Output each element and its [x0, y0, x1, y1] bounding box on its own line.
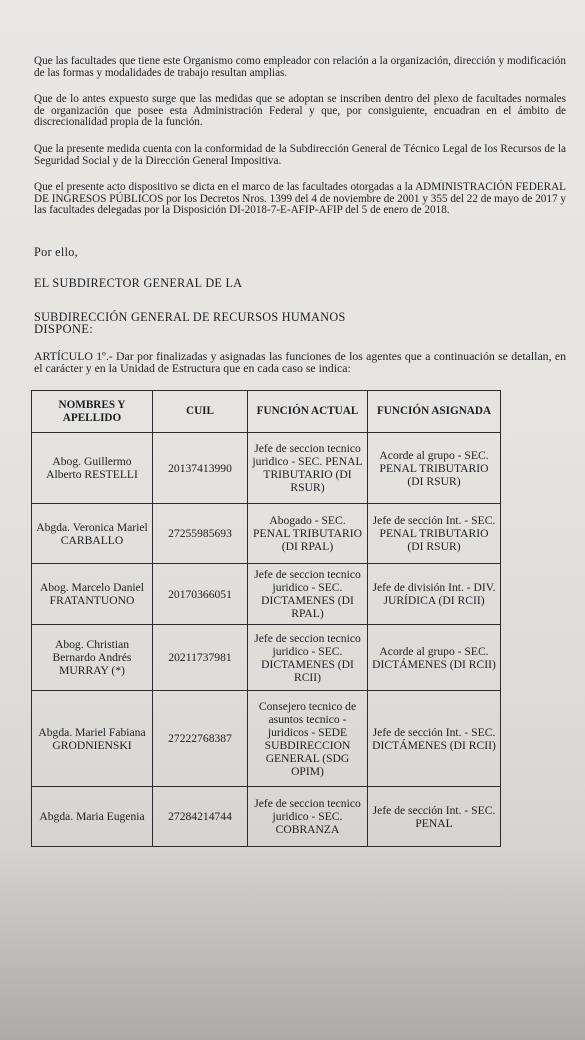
cell-funcion-asignada: Jefe de sección Int. - SEC. DICTÁMENES (DI RCII)	[368, 691, 501, 787]
header-funcion-asignada: FUNCIÓN ASIGNADA	[368, 391, 501, 433]
dispone: DISPONE:	[34, 322, 94, 336]
cell-funcion-actual: Jefe de seccion tecnico juridico - SEC. DICTAMENES (DI RPAL)	[248, 564, 368, 625]
paragraph-medidas: Que de lo antes expuesto surge que las medidas que se adoptan se inscriben dentro del plexo de facultades normales de organización que posee esta Administración Federal y que, por consiguiente, encuadran en el ámbito de discrecionalidad propia de la función.	[34, 93, 566, 128]
signatory-line-2: SUBDIRECCIÓN GENERAL DE RECURSOS HUMANOS	[34, 310, 346, 324]
cell-nombre: Abgda. Veronica Mariel CARBALLO	[32, 504, 153, 564]
table-row	[32, 691, 501, 787]
table-row	[32, 625, 501, 691]
cell-funcion-asignada: Jefe de sección Int. - SEC. PENAL TRIBUTARIO (DI RSUR)	[368, 504, 501, 564]
paragraph-marco-legal: Que el presente acto dispositivo se dicta en el marco de las facultades otorgadas a la ADMINISTRACIÓN FEDERAL DE INGRESOS PÚBLICOS por los Decretos Nros. 1399 del 4 de noviembre de 2001 y 355 del 22 de mayo de 2017 y las facultades delegadas por la Disposición DI-2018-7-E-AFIP-AFIP del 5 de enero de 2018.	[34, 181, 566, 216]
cell-funcion-asignada: Jefe de sección Int. - SEC. PENAL	[368, 787, 501, 847]
cell-funcion-actual: Jefe de seccion tecnico juridico - SEC. COBRANZA	[248, 787, 368, 847]
cell-cuil: 27222768387	[153, 691, 248, 787]
cell-cuil: 27284214744	[153, 787, 248, 847]
cell-funcion-asignada: Jefe de división Int. - DIV. JURÍDICA (DI RCII)	[368, 564, 501, 625]
photo-shadow	[0, 850, 585, 1040]
cell-cuil: 20137413990	[153, 433, 248, 504]
cell-funcion-actual: Jefe de seccion tecnico juridico - SEC. DICTAMENES (DI RCII)	[248, 625, 368, 691]
cell-nombre: Abgda. Maria Eugenia	[32, 787, 153, 847]
cell-cuil: 27255985693	[153, 504, 248, 564]
cell-cuil: 20170366051	[153, 564, 248, 625]
table-row	[32, 787, 501, 847]
cell-nombre: Abog. Marcelo Daniel FRATANTUONO	[32, 564, 153, 625]
table-row	[32, 433, 501, 504]
table-header-row	[32, 391, 501, 433]
signatory-line-1: EL SUBDIRECTOR GENERAL DE LA	[34, 276, 243, 290]
cell-funcion-asignada: Acorde al grupo - SEC. DICTÁMENES (DI RCII)	[368, 625, 501, 691]
header-funcion-actual: FUNCIÓN ACTUAL	[248, 391, 368, 433]
cell-cuil: 20211737981	[153, 625, 248, 691]
articulo-1: ARTÍCULO 1º.- Dar por finalizadas y asignadas las funciones de los agentes que a continuación se detallan, en el carácter y en la Unidad de Estructura que en cada caso se indica:	[34, 349, 566, 375]
cell-funcion-actual: Abogado - SEC. PENAL TRIBUTARIO (DI RPAL)	[248, 504, 368, 564]
cell-funcion-asignada: Acorde al grupo - SEC. PENAL TRIBUTARIO (DI RSUR)	[368, 433, 501, 504]
cell-funcion-actual: Consejero tecnico de asuntos tecnico - juridicos - SEDE SUBDIRECCION GENERAL (SDG OPIM)	[248, 691, 368, 787]
cell-funcion-actual: Jefe de seccion tecnico juridico - SEC. PENAL TRIBUTARIO (DI RSUR)	[248, 433, 368, 504]
header-nombres: NOMBRES Y APELLIDO	[32, 391, 153, 433]
cell-nombre: Abgda. Mariel Fabiana GRODNIENSKI	[32, 691, 153, 787]
paragraph-conformidad: Que la presente medida cuenta con la conformidad de la Subdirección General de Técnico Legal de los Recursos de la Seguridad Social y de la Dirección General Impositiva.	[34, 143, 566, 167]
header-cuil: CUIL	[153, 391, 248, 433]
cell-nombre: Abog. Christian Bernardo Andrés MURRAY (*)	[32, 625, 153, 691]
agents-table	[31, 390, 501, 847]
table-row	[32, 564, 501, 625]
paragraph-facultades: Que las facultades que tiene este Organismo como empleador con relación a la organización, dirección y modificación de las formas y modalidades de trabajo resultan amplias.	[34, 55, 566, 79]
cell-nombre: Abog. Guillermo Alberto RESTELLI	[32, 433, 153, 504]
table-row	[32, 504, 501, 564]
por-ello: Por ello,	[34, 245, 78, 259]
